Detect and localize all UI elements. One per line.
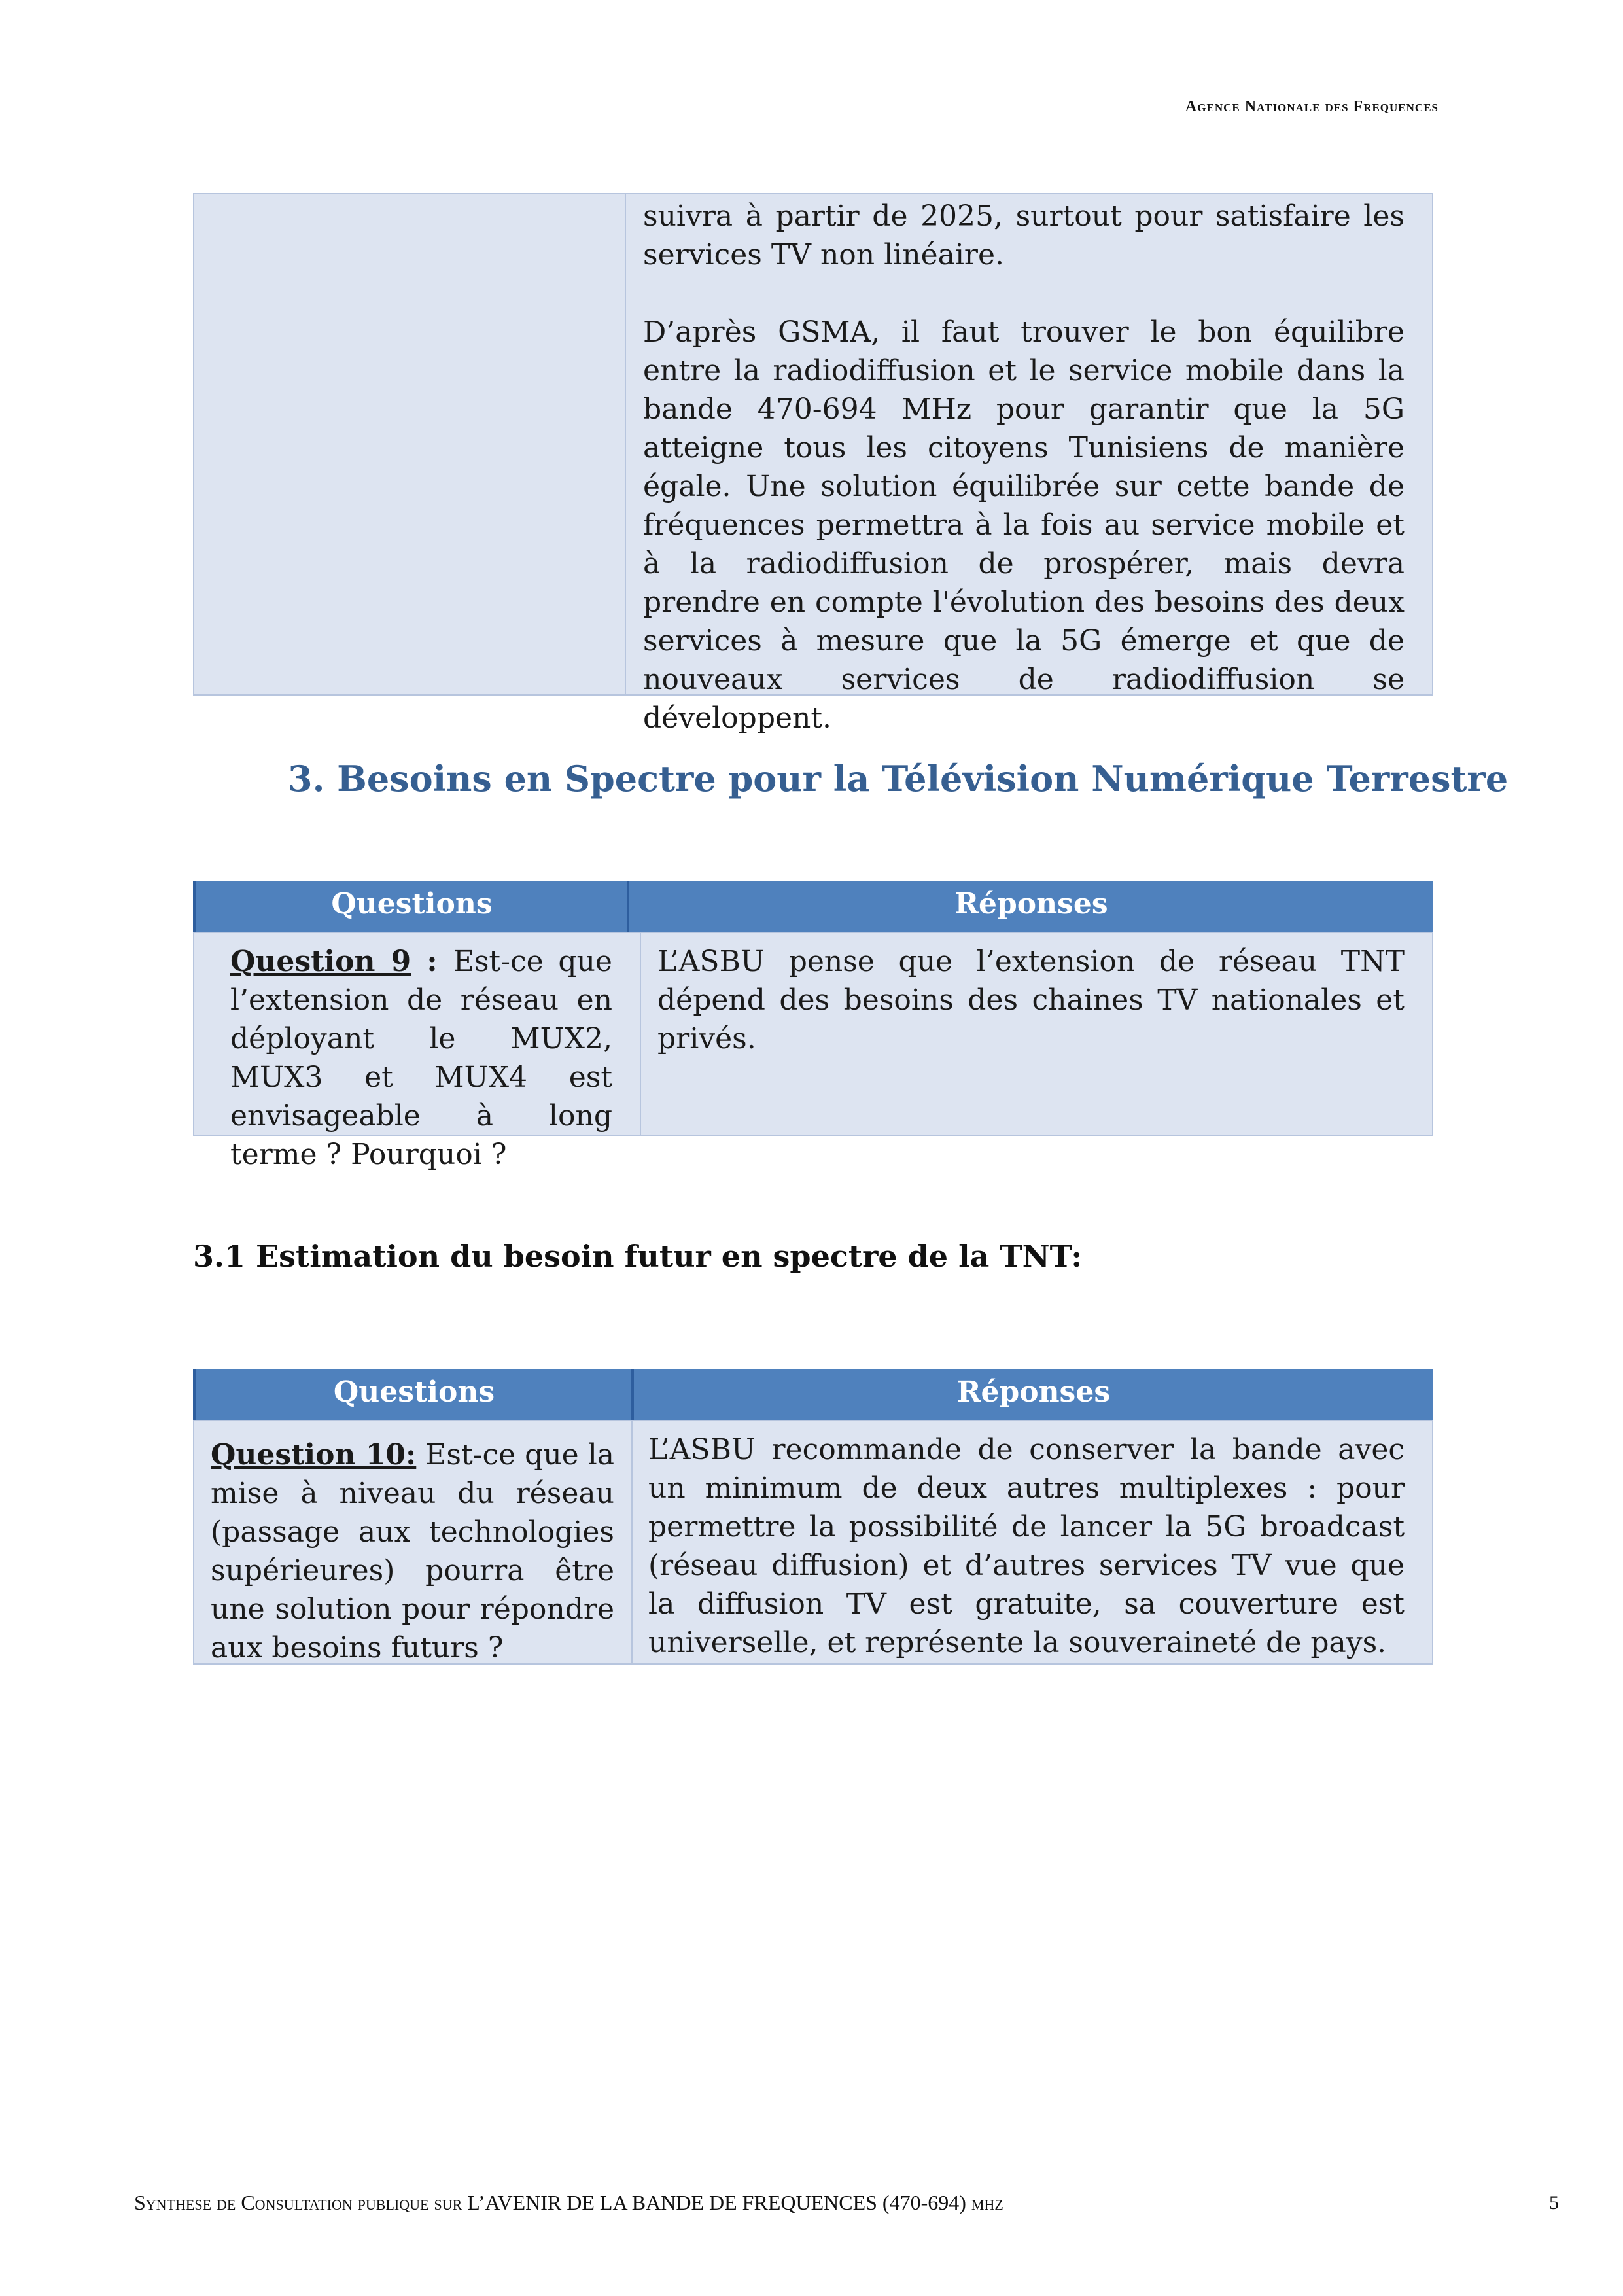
header-agency: Agence Nationale des Frequences xyxy=(1185,98,1439,115)
table-header-questions: Questions xyxy=(193,1369,633,1421)
response-9: L’ASBU pense que l’extension de réseau TNT dépend des besoins des chaines TV nationales et privés. xyxy=(657,945,1405,1055)
footer-text: Synthese de Consultation publique sur L’AVENIR DE LA BANDE DE FREQUENCES (470-694) mhz xyxy=(134,2191,1003,2214)
question-9 xyxy=(230,942,612,1174)
continued-paragraph-1: suivra à partir de 2025, surtout pour satisfaire les services TV non linéaire. xyxy=(643,200,1405,272)
question-text: Est-ce que la mise à niveau du réseau (passage aux technologies supérieures) pourra être une solution pour répondre aux besoins futurs ? xyxy=(211,1438,615,1665)
subsection-title: 3.1 Estimation du besoin futur en spectre de la TNT: xyxy=(193,1239,1083,1274)
question-cell xyxy=(193,1420,633,1665)
continued-paragraph-2: D’après GSMA, il faut trouver le bon équilibre entre la radiodiffusion et le service mobile dans la bande 470-694 MHz pour garantir que la 5G atteigne tous les citoyens Tunisiens de manière égale. Une solution équilibrée sur cette bande de fréquences permettra à la fois au service mobile et à la radiodiffusion de prospérer, mais devra prendre en compte l'évolution des besoins des deux services à mesure que la 5G émerge et que de nouveaux services de radiodiffusion se développent. xyxy=(643,315,1405,735)
continued-table-right-cell xyxy=(625,193,1433,735)
question-label: Question 9 xyxy=(230,945,411,978)
response-cell xyxy=(640,932,1433,1136)
question-text: Est-ce que l’extension de réseau en déployant le MUX2, MUX3 et MUX4 est envisageable à long terme ? Pourquoi ? xyxy=(230,945,612,1171)
response-10: L’ASBU recommande de conserver la bande avec un minimum de deux autres multiplexes : pour permettre la possibilité de lancer la 5G broadcast (réseau diffusion) et d’autres services TV vue que la diffusion TV est gratuite, sa couverture est universelle, et représente la souveraineté de pays. xyxy=(648,1433,1405,1659)
section-title: 3. Besoins en Spectre pour la Télévision Numérique Terrestre xyxy=(288,758,1509,800)
question-label: Question 10: xyxy=(211,1438,417,1472)
question-cell xyxy=(193,932,641,1171)
question-10 xyxy=(211,1436,614,1667)
page-number: 5 xyxy=(1549,2192,1559,2214)
continued-table-left-cell xyxy=(193,193,626,696)
question-separator: : xyxy=(411,945,453,978)
table-header-questions: Questions xyxy=(193,881,628,933)
table-header-responses: Réponses xyxy=(631,1369,1433,1421)
response-cell xyxy=(631,1420,1433,1665)
table-header-responses: Réponses xyxy=(627,881,1433,933)
